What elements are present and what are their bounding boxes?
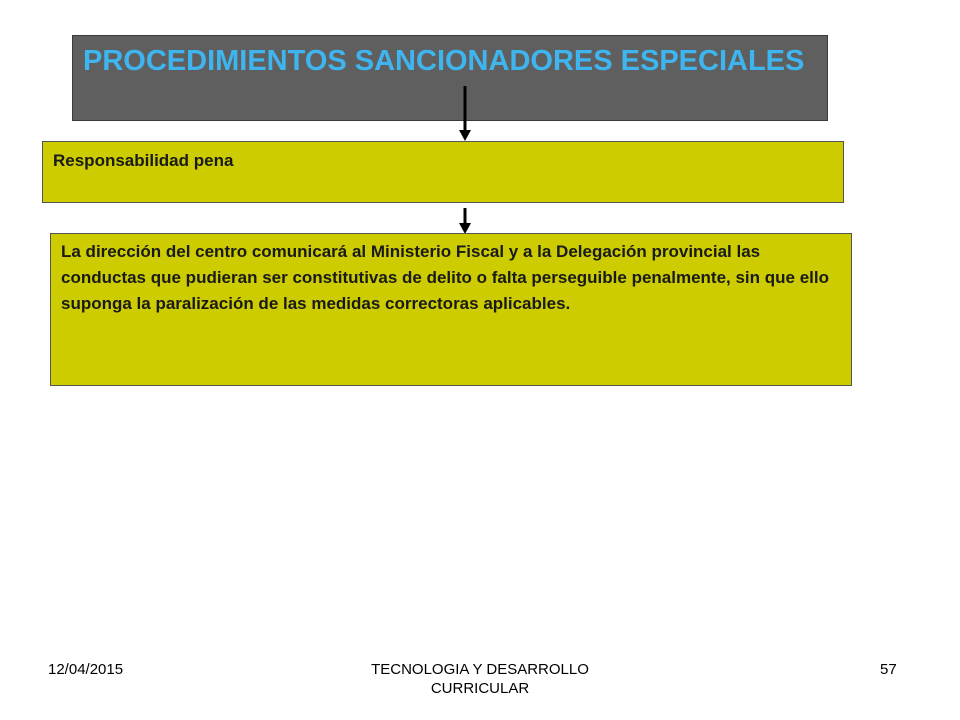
arrow-down-1: [455, 86, 475, 142]
slide-title: PROCEDIMIENTOS SANCIONADORES ESPECIALES: [83, 45, 805, 77]
page-number: 57: [880, 661, 897, 678]
description-box: [50, 233, 852, 386]
responsabilidad-label: Responsabilidad pena: [53, 151, 234, 170]
footer-date: 12/04/2015: [48, 661, 124, 678]
title-box: [72, 35, 828, 121]
footer-title: TECNOLOGIA Y DESARROLLO CURRICULAR: [371, 661, 589, 697]
responsabilidad-box: [42, 141, 844, 203]
description-text: La dirección del centro comunicará al Ministerio Fiscal y a la Delegación provincial las conductas que pudieran ser constitutivas de delito o falta perseguible penalmente, sin que ello suponga la paralización de las medidas correctoras aplicables.: [61, 242, 829, 313]
arrow-down-2: [455, 208, 475, 235]
